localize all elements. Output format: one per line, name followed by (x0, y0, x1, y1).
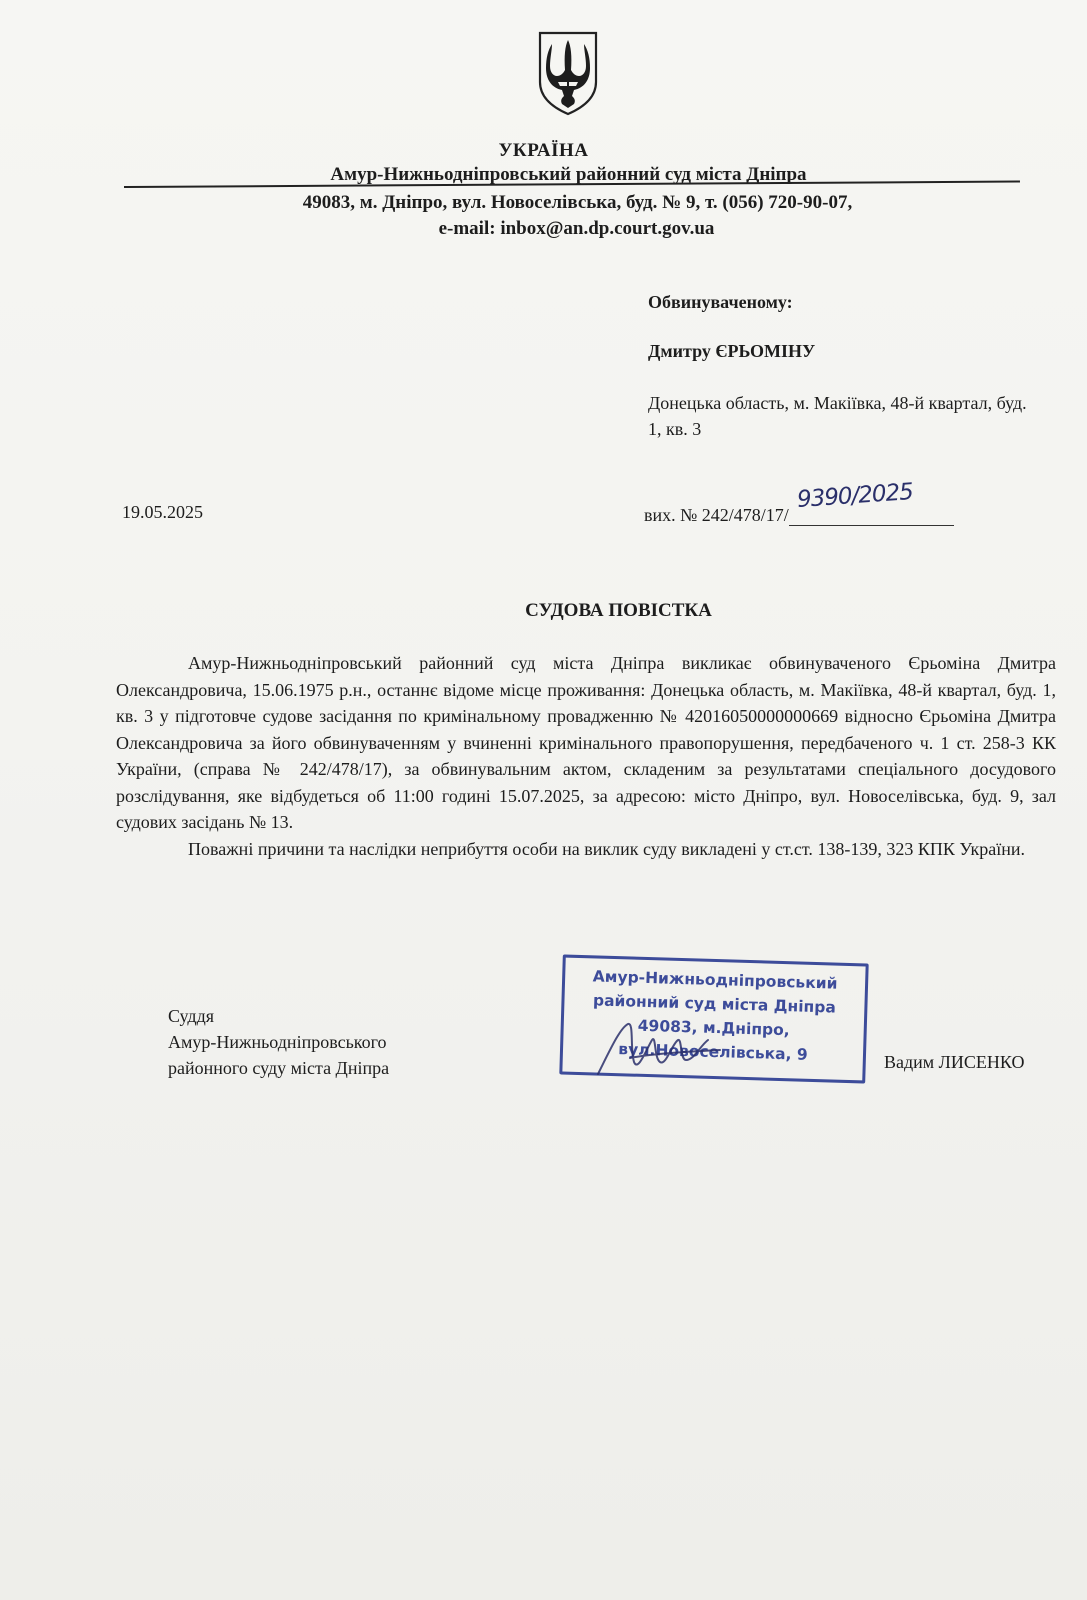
outgoing-number (644, 478, 954, 526)
header-country: УКРАЇНА (498, 140, 589, 161)
stamp-line: Амур-Нижньодніпровський (592, 967, 838, 993)
coat-of-arms-icon (536, 30, 600, 116)
header-address: 49083, м. Дніпро, вул. Новоселівська, буд. № 9, т. (056) 720-90-07, (302, 192, 853, 213)
stamp-line: вул.Новоселівська, 9 (618, 1040, 808, 1064)
document-date: 19.05.2025 (122, 502, 203, 522)
body-paragraph: Амур-Нижньодніпровський районний суд міста Дніпра викликає обвинуваченого Єрьоміна Дмитра Олександровича, 15.06.1975 р.н., останнє відоме місце проживання: Донецька область, м. Макіївка, 48-й квартал, буд. 1, кв. 3 у підготовче судове засідання по кримінальному провадженню № 42016050000000669 відносно Єрьоміна Дмитра Олександровича за його обвинуваченням у вчиненні кримінального правопорушення, передбаченого ч. 1 ст. 258-3 КК України, (справа № 242/478/17), за обвинувальним актом, складеним за результатами спеціального досудового розслідування, яке відбудеться об 11:00 годині 15.07.2025, за адресою: місто Дніпро, вул. Новоселівська, буд. 9, зал судових засідань № 13. (116, 653, 1056, 832)
judge-name: Вадим ЛИСЕНКО (884, 1052, 1025, 1072)
handwritten-signature (590, 1010, 730, 1090)
recipient-address: Донецька область, м. Макіївка, 48-й квартал, буд. 1, кв. 3 (648, 393, 1027, 439)
document-title: СУДОВА ПОВІСТКА (525, 600, 712, 621)
outgoing-number-prefix: вих. № 242/478/17/ (644, 505, 789, 525)
stamp-line: 49083, м.Дніпро, (637, 1016, 790, 1040)
signature-title (168, 1003, 389, 1081)
body-paragraph: Поважні причини та наслідки неприбуття особи на виклик суду викладені у ст.ст. 138-139, 323 КПК України. (188, 838, 1026, 859)
signature-court-line: Амур-Нижньодніпровського (168, 1032, 387, 1052)
stamp-line: районний суд міста Дніпра (592, 991, 837, 1017)
outgoing-number-handwritten (789, 478, 954, 526)
signature-role: Суддя (168, 1006, 215, 1026)
recipient-label: Обвинуваченому: (648, 292, 793, 312)
header-email: e-mail: inbox@an.dp.court.gov.ua (438, 218, 715, 239)
recipient-name: Дмитру ЄРЬОМІНУ (648, 341, 816, 361)
header-court-name: Амур-Нижньодніпровський районний суд міста Дніпра (330, 164, 807, 185)
signature-court-line: районного суду міста Дніпра (168, 1058, 390, 1078)
document-body (116, 650, 1056, 862)
handwritten-number: 9390/2025 (796, 478, 914, 514)
